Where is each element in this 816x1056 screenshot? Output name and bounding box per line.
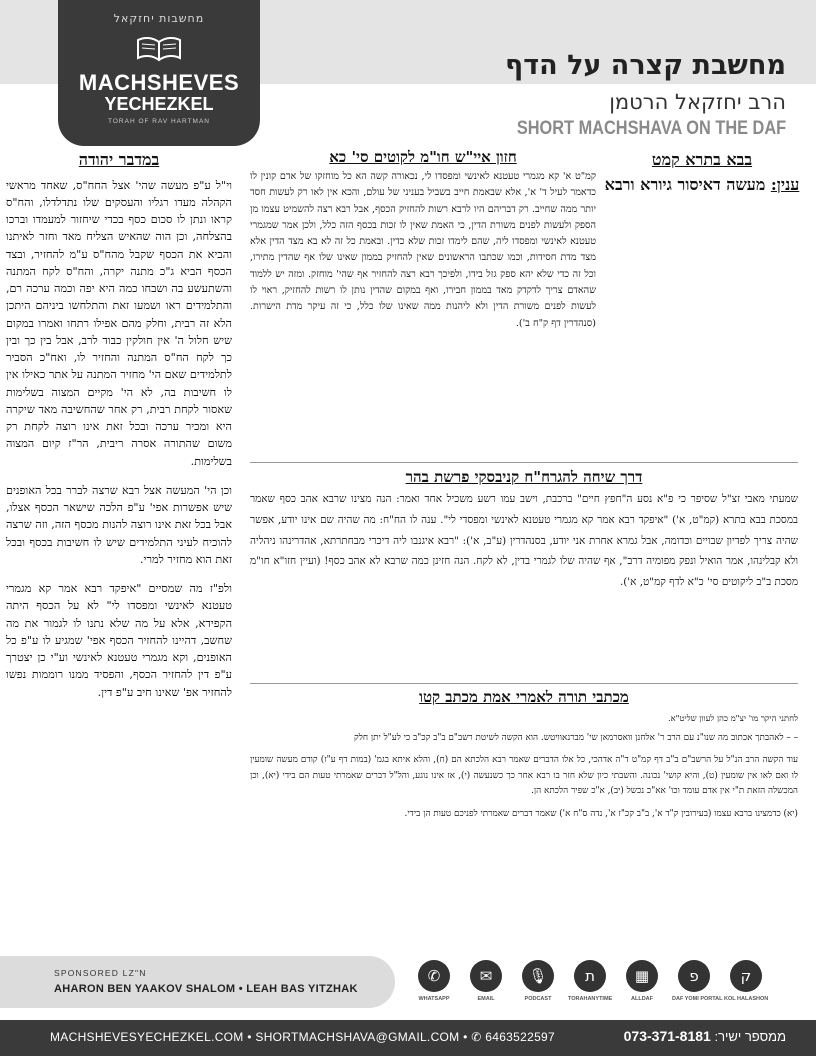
icon-label: WHATSAPP [418,996,450,1002]
icon-label: PODCAST [524,996,552,1002]
section-heading: דרך שיחה להגרח"ח קניבסקי פרשת בהר [405,468,643,486]
book-icon [136,34,182,62]
email-icon: ✉ [470,960,502,992]
whatsapp-link[interactable] [412,960,456,1002]
email-address[interactable]: SHORTMACHSHAVA@GMAIL.COM [255,1030,460,1044]
section-body: שמעתי מאבי זצ"ל שסיפר כי פ"א נסע ה"חפץ חיים" ברכבת, וישב עמו רשע משכיל אחד ואמר: הנה מצינו שרבא אהב כסף שאמר במסכת בבא בתרא (קמ"ט, א') "איפקד רבא אמר קא מגמרי טעטנא לאינשי ומפסדי לי". ענה לו הח"ח: מה שהיה שם אינו יודע, אפשר שהיה צריך לפדיון שבויים וכדומה, אבל גמרא אחרת אני יודע, בסנהדרין (ע"ב, א'): "רבא איגנבו ליה דיכרי מבחתרתא, אהדרינהו ניהליה ולא קבלינהו, אמר הואיל ונפק מפומיה דרב", אף שהיה שלו לגמרי בדין, לא לקח. הנה חזינן כמה שרבא לא אהב כסף! (ועיין חזו"א חו"מ מסכת ב"ב ליקוטים סי' כ"א לדף קמ"ט, א'). [250,493,798,589]
section-heading: חזון איי"ש חו"מ לקוטים סי' כא [329,148,517,166]
website-link[interactable]: MACHSHEVESYECHEZKEL.COM [50,1030,244,1044]
section-heading: מכתבי תורה לאמרי אמת מכתב קטו [419,688,629,706]
section-michtevei-torah [250,688,798,829]
israel-number[interactable]: 073-371-8181 [623,1028,711,1044]
sponsor-names: AHARON BEN YAAKOV SHALOM • LEAH BAS YITZHAK [54,983,358,995]
logo-line2: YECHEZKEL [104,94,214,114]
footer-contacts [50,1030,555,1044]
section-paragraph: – – לאהבתך אכתוב מה שנו"נ עם הרב ר' אלחנן וואסרמאן שי' מברנאוויטש. הוא הקשה לשיטת רשב"ם ב"ב קכ"ב כי לע"ל יתן חלק [354,733,798,743]
left-column [6,148,232,701]
icon-label: EMAIL [477,996,495,1002]
section-chazon-ish [250,148,596,332]
divider [250,462,798,463]
footer-bar [0,1020,816,1056]
alldaf-icon: ▦ [626,960,658,992]
tractate-name: בבא בתרא קמט [651,150,753,169]
whatsapp-icon: ✆ [418,960,450,992]
section-paragraph: עוד הקשה הרב הנ"ל על הרשב"ם ב"ב דף קמ"ט ד"ה אדהכי, כל אלו הדברים שאמר רבא הלכתא הם (ח), והלא איתא בגמ' (במות דף ע"ז) קודם מעשה שומעין לו ואם לאו אין שומעין (ט), והיא קושי' נכונה. והשבתי כיון שלא חזר בו רבא אחר כך כשנעשה (י), אז אינו נוגע, והל"ל דברים שאמרתי טעות הם בידי (יא), וכן המכשלה הזאת ת"י אין אדם עומד וכו' אא"כ נכשל (יב), א"כ שפיר הלכתא הן. [250,755,798,797]
inyan-label: ענין: [770,174,800,194]
footnote: (יא) כדמצינו ברבא עצמו (בעירובין ק"ד א', ב"ב קכ"ז א', נדה ס"ח א') שאמר דברים שאמרתי לפניכם טעות הן בידי. [404,808,798,819]
sponsor-banner [0,956,395,1008]
icon-label: TORAHANYTIME [568,996,613,1002]
letter-salutation: לחתני היקר מו' יצ"מ כהן לעוון שליט"א. [667,713,798,723]
separator-dot: • [247,1030,256,1044]
icon-label: ALLDAF [631,996,653,1002]
dafyomiportal-link[interactable] [672,960,723,1002]
tractate-box [604,148,800,198]
logo-hebrew: מחשבות יחזקאל [113,12,205,25]
whatsapp-small-icon: ✆ [471,1030,486,1044]
logo-line1: MACHSHEVES [78,70,240,95]
english-title: SHORT MACHSHAVA ON THE DAF [516,118,786,139]
link-icons [412,960,808,1010]
podcast-link[interactable] [516,960,560,1002]
divider [250,683,798,684]
sponsor-label: SPONSORED LZ"N [54,968,147,978]
alldaf-link[interactable] [620,960,664,1002]
dafyomiportal-icon: פ [678,960,710,992]
left-paragraph: ולפ"ז מה שמסיים "איפקד רבא אמר קא מגמרי טעטנא לאינשי ומפסדו לי" לא על הכסף היתה הקפידא, אלא על מה שלא נתנו לו לגמור את מה שחשב, דהיינו להחזיר הכסף אפי' שמגיע לו ע"פ כל האופנים, וקא מגמרי טעטנא לאינשי וע"י כן יצטרך ע"פ דין להחזיר הכסף, והפסיד ממנו רוממות נפשו להחזיר אפ' שאינו חיב ע"פ דין. [6,582,232,699]
kolhalashon-link[interactable] [724,960,768,1002]
separator-dot: • [463,1030,472,1044]
left-paragraph: וי"ל ע"פ מעשה שהי' אצל החח"ס, שאחד מראשי הקהלה מעדו רגליו והעסקים שלו נתדלדלו, והח"ס קראו ונתן לו סכום כסף בכדי שיחזור למעמדו וברכו בהצלחה, וכן הוה שהאיש הצליח מאד וחזר לאיתנו והביא את הכסף שקבל מהח"ס ע"מ להחזיר, ובצד הכסף הביא ג"כ מתנה יקרה, והח"ס לקח המתנה והשתעשע בה ושבחו כמה היא יפה וכמה ערכה רם, והתלמידים ראו ושמעו זאת והתלחשו ביניהם היתכן הלא זה רבית, וחלק מהם אפילו רתחו ואמרו במקום שיש חלול ה' אין חולקין כבוד לרב, אבל בין כך ובין כך לקח הח"ס המתנה והחזיר לו, ואח"כ הסביר לתלמידים שאם הי' מחזיר המתנה על אתר כאילו אין לו חשיבות בה, לא הי' מקיים המצוה בשלימות שאסור לקחת רבית, רק אחר שהחשיבה מאד שיקרה היא ומכיר ערכה ובכל זאת אינו רוצה לקחת רק משום שהתורה אסרה ריבית, הר"ז קיום המצוה בשלימות. [6,178,232,468]
kolhalashon-icon: ק [730,960,762,992]
section-body: קמ"ט א' קא מגמרי טעטנא לאינשי ומפסדו לי, נכאורה קשה הא כל מוחזקו של אדם קונין לו כדאמר לעיל ד' א', אלא שבאמת חייב בשביל בעניני של עולם, והכא אין לאו רק לעשות חסד יותר ממה שחייב. רק דבריהם היו לרבא רשות להחזיק הכסף, אבל רבא רצה להשמיט עצמו מן הספק ולעשות לפנים משורת הדין, כי האמת שאין לו זכות בכסף הזה כלל, ולכן אמר שמגמרי טעטנא לאינשי ומפסדו ליה, שהם לימדו זכות שלא כדין. ובאמת כל זה לא בא מצד הדין אלא מצד מדת חסידות, וכמו שכתבו הראשונים שאין להחזיק בממון שאינו שלו אף שהדין מתירו, וכל זה כדי שלא יהא ספק גזל בידו, ולפיכך רבא רצה להחזיר אף שהי' מוחזק. ומזה יש ללמוד שהאדם צריך לדקדק מאד בממון חבירו, ואף במקום שהדין נותן לו רשות להחזיק, ראוי לו לעשות לפנים משורת הדין ולא ליהנות ממה שאינו שלו כלל, כי זה עיקר מדת הישרות. (סנהדרין דף ק"ח ב'). [250,171,596,329]
icon-label: KOL HALASHON [724,996,769,1002]
microphone-icon: 🎙 [522,960,554,992]
page-title: מחשבת קצרה על הדף [505,50,786,81]
inyan-text: מעשה דאיסור גיורא ורבא [604,174,766,194]
icon-label: DAF YOMI PORTAL [672,996,723,1002]
left-column-heading: במדבר יהודה [78,150,160,169]
email-link[interactable] [464,960,508,1002]
israel-phone [624,1028,786,1044]
logo [58,0,260,146]
torahanytime-icon: ת [574,960,606,992]
phone-number[interactable]: 6463522597 [485,1030,555,1044]
israel-label: ממספר ישיר: [714,1029,786,1044]
section-derech-sicha [250,468,798,593]
logo-tagline: TORAH OF RAV HARTMAN [108,118,210,125]
torahanytime-link[interactable] [568,960,612,1002]
left-paragraph: וכן הי' המעשה אצל רבא שרצה לברר בכל האופנים שיש אפשרות אפי' ע"פ הלכה שישאר הכסף אצלו, אבל בכל זאת אינו רוצה להנות מכסף הזה, וזה שרצה להוכיח לעיני התלמידים שיש לו חשיבות בכסף ובכל זאת הוא מחזיר למרי. [6,483,232,566]
page-subtitle: הרב יחזקאל הרטמן [609,90,786,114]
